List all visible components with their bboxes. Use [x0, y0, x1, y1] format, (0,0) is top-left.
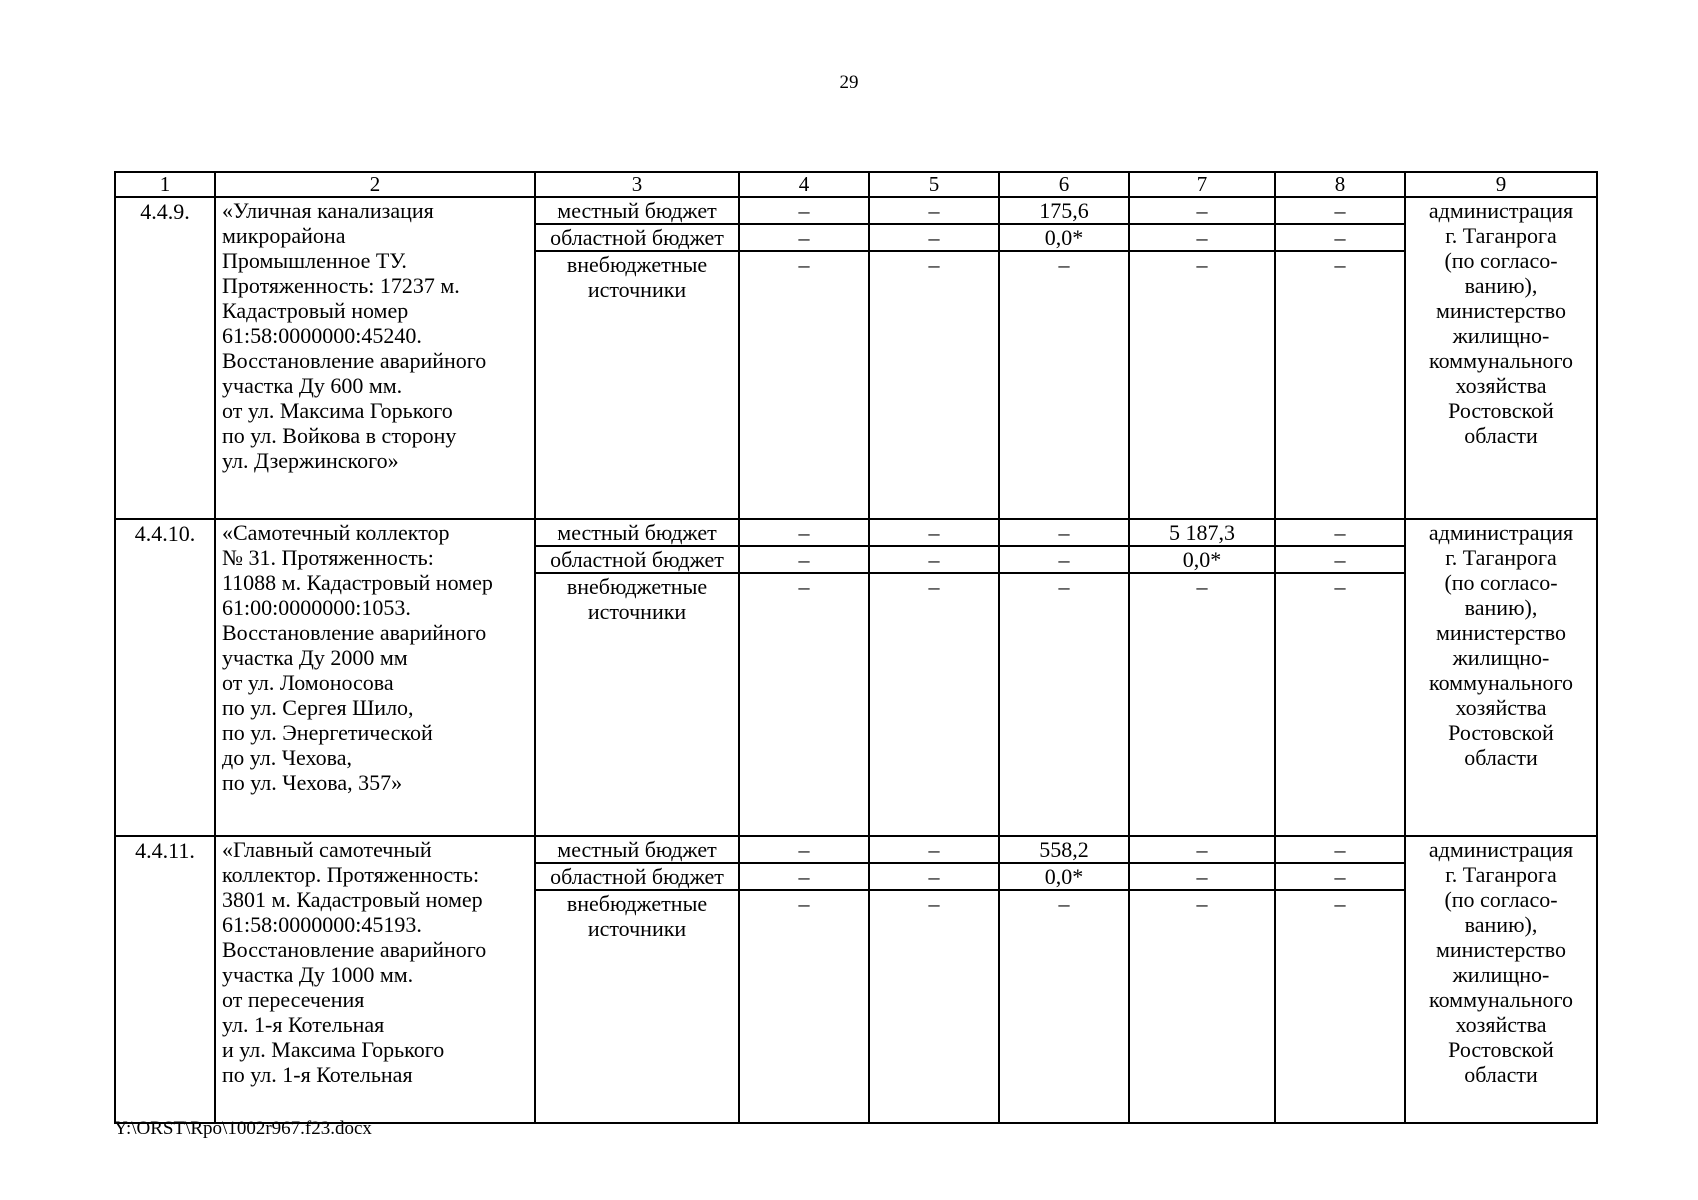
responsible-line: г. Таганрога — [1445, 545, 1557, 570]
responsible-line: жилищно- — [1452, 645, 1550, 670]
description-line: ул. Дзержинского» — [222, 448, 399, 473]
description-line: Восстановление аварийного — [222, 620, 487, 645]
funding-value: – — [1275, 546, 1405, 573]
item-description — [215, 836, 535, 1123]
responsible-line: области — [1464, 1062, 1538, 1087]
column-header: 7 — [1129, 172, 1275, 197]
responsible-line: администрация — [1428, 837, 1574, 862]
responsible-line: коммунального — [1429, 670, 1573, 695]
funding-source: местный бюджет — [535, 519, 739, 546]
description-line: «Самотечный коллектор — [222, 520, 450, 545]
responsible-line: Ростовской — [1448, 720, 1554, 745]
description-line: по ул. Энергетической — [222, 720, 433, 745]
description-line: «Уличная канализация — [222, 198, 434, 223]
funding-value: – — [739, 197, 869, 224]
funding-value: – — [739, 573, 869, 836]
description-line: 61:58:0000000:45193. — [222, 912, 422, 937]
funding-value: – — [869, 251, 999, 519]
description-line: по ул. Чехова, 357» — [222, 770, 403, 795]
description-line: по ул. 1-я Котельная — [222, 1062, 413, 1087]
column-header: 3 — [535, 172, 739, 197]
responsible-line: области — [1464, 423, 1538, 448]
responsible-line: коммунального — [1429, 987, 1573, 1012]
funding-value: – — [739, 546, 869, 573]
funding-value: – — [1275, 224, 1405, 251]
column-header: 8 — [1275, 172, 1405, 197]
header-row — [115, 172, 1597, 197]
item-description — [215, 519, 535, 836]
responsible-party — [1405, 197, 1597, 519]
funding-value: – — [1129, 863, 1275, 890]
responsible-line: администрация — [1428, 520, 1574, 545]
funding-row — [115, 519, 1597, 546]
responsible-line: г. Таганрога — [1445, 862, 1557, 887]
funding-value: 0,0* — [1129, 546, 1275, 573]
funding-source: внебюджетные источники — [535, 251, 739, 519]
funding-source: внебюджетные источники — [535, 573, 739, 836]
funding-source: областной бюджет — [535, 224, 739, 251]
description-line: Протяженность: 17237 м. — [222, 273, 460, 298]
funding-value: 558,2 — [999, 836, 1129, 863]
description-line: коллектор. Протяженность: — [222, 862, 480, 887]
column-header: 6 — [999, 172, 1129, 197]
description-line: «Главный самотечный — [222, 837, 432, 862]
page-number: 29 — [839, 72, 859, 93]
funding-source: внебюджетные источники — [535, 890, 739, 1123]
funding-source: областной бюджет — [535, 546, 739, 573]
responsible-line: (по согласо- — [1444, 570, 1558, 595]
funding-value: – — [1275, 890, 1405, 1123]
funding-value: 175,6 — [999, 197, 1129, 224]
program-table — [114, 171, 1598, 1124]
description-line: Восстановление аварийного — [222, 348, 487, 373]
funding-value: – — [869, 863, 999, 890]
funding-value: – — [869, 890, 999, 1123]
description-line: 61:00:0000000:1053. — [222, 595, 411, 620]
funding-value: – — [869, 197, 999, 224]
funding-value: – — [999, 251, 1129, 519]
responsible-line: хозяйства — [1455, 373, 1547, 398]
description-line: участка Ду 2000 мм — [222, 645, 408, 670]
funding-value: – — [1129, 836, 1275, 863]
funding-value: – — [1275, 836, 1405, 863]
funding-value: – — [739, 224, 869, 251]
description-line: и ул. Максима Горького — [222, 1037, 445, 1062]
funding-source: областной бюджет — [535, 863, 739, 890]
responsible-line: министерство — [1435, 937, 1566, 962]
column-header: 5 — [869, 172, 999, 197]
item-number: 4.4.11. — [115, 836, 215, 1123]
table-body — [115, 172, 1597, 1123]
responsible-line: хозяйства — [1455, 1012, 1547, 1037]
responsible-line: ванию), — [1464, 595, 1538, 620]
funding-value: – — [1129, 890, 1275, 1123]
responsible-party — [1405, 836, 1597, 1123]
funding-source: местный бюджет — [535, 836, 739, 863]
column-header: 9 — [1405, 172, 1597, 197]
description-line: по ул. Сергея Шило, — [222, 695, 414, 720]
funding-value: – — [739, 519, 869, 546]
funding-value: – — [1129, 251, 1275, 519]
funding-value: – — [1275, 573, 1405, 836]
funding-value: – — [739, 836, 869, 863]
item-description — [215, 197, 535, 519]
description-line: ул. 1-я Котельная — [222, 1012, 385, 1037]
responsible-line: (по согласо- — [1444, 248, 1558, 273]
responsible-line: Ростовской — [1448, 398, 1554, 423]
funding-value: – — [869, 573, 999, 836]
funding-value: – — [739, 863, 869, 890]
item-number: 4.4.10. — [115, 519, 215, 836]
funding-value: 0,0* — [999, 863, 1129, 890]
description-line: Промышленное ТУ. — [222, 248, 407, 273]
description-line: от пересечения — [222, 987, 365, 1012]
description-line: от ул. Максима Горького — [222, 398, 453, 423]
funding-row — [115, 197, 1597, 224]
description-line: Восстановление аварийного — [222, 937, 487, 962]
description-line: 61:58:0000000:45240. — [222, 323, 422, 348]
funding-value: – — [999, 519, 1129, 546]
column-header: 2 — [215, 172, 535, 197]
funding-value: – — [1129, 224, 1275, 251]
funding-value: – — [869, 519, 999, 546]
funding-value: – — [1275, 863, 1405, 890]
funding-value: 5 187,3 — [1129, 519, 1275, 546]
funding-value: – — [1275, 197, 1405, 224]
funding-source: местный бюджет — [535, 197, 739, 224]
column-header: 1 — [115, 172, 215, 197]
funding-value: – — [1275, 251, 1405, 519]
item-number: 4.4.9. — [115, 197, 215, 519]
funding-value: – — [1129, 573, 1275, 836]
funding-value: – — [869, 836, 999, 863]
responsible-line: г. Таганрога — [1445, 223, 1557, 248]
description-line: микрорайона — [222, 223, 346, 248]
responsible-line: жилищно- — [1452, 323, 1550, 348]
funding-value: – — [1129, 197, 1275, 224]
responsible-line: министерство — [1435, 298, 1566, 323]
funding-value: – — [999, 573, 1129, 836]
description-line: 11088 м. Кадастровый номер — [222, 570, 493, 595]
description-line: № 31. Протяженность: — [222, 545, 434, 570]
responsible-party — [1405, 519, 1597, 836]
description-line: от ул. Ломоносова — [222, 670, 394, 695]
responsible-line: коммунального — [1429, 348, 1573, 373]
description-line: до ул. Чехова, — [222, 745, 353, 770]
column-header: 4 — [739, 172, 869, 197]
description-line: 3801 м. Кадастровый номер — [222, 887, 483, 912]
funding-value: – — [869, 546, 999, 573]
funding-row — [115, 836, 1597, 863]
responsible-line: (по согласо- — [1444, 887, 1558, 912]
responsible-line: администрация — [1428, 198, 1574, 223]
funding-value: – — [999, 890, 1129, 1123]
responsible-line: хозяйства — [1455, 695, 1547, 720]
responsible-line: ванию), — [1464, 912, 1538, 937]
funding-value: – — [739, 251, 869, 519]
responsible-line: ванию), — [1464, 273, 1538, 298]
responsible-line: жилищно- — [1452, 962, 1550, 987]
funding-value: – — [739, 890, 869, 1123]
description-line: Кадастровый номер — [222, 298, 409, 323]
funding-value: – — [999, 546, 1129, 573]
description-line: участка Ду 600 мм. — [222, 373, 403, 398]
description-line: участка Ду 1000 мм. — [222, 962, 414, 987]
responsible-line: области — [1464, 745, 1538, 770]
responsible-line: министерство — [1435, 620, 1566, 645]
responsible-line: Ростовской — [1448, 1037, 1554, 1062]
file-path-footer: Y:\ORST\Rpo\1002r967.f23.docx — [114, 1118, 372, 1139]
description-line: по ул. Войкова в сторону — [222, 423, 457, 448]
funding-value: – — [869, 224, 999, 251]
funding-value: – — [1275, 519, 1405, 546]
funding-value: 0,0* — [999, 224, 1129, 251]
